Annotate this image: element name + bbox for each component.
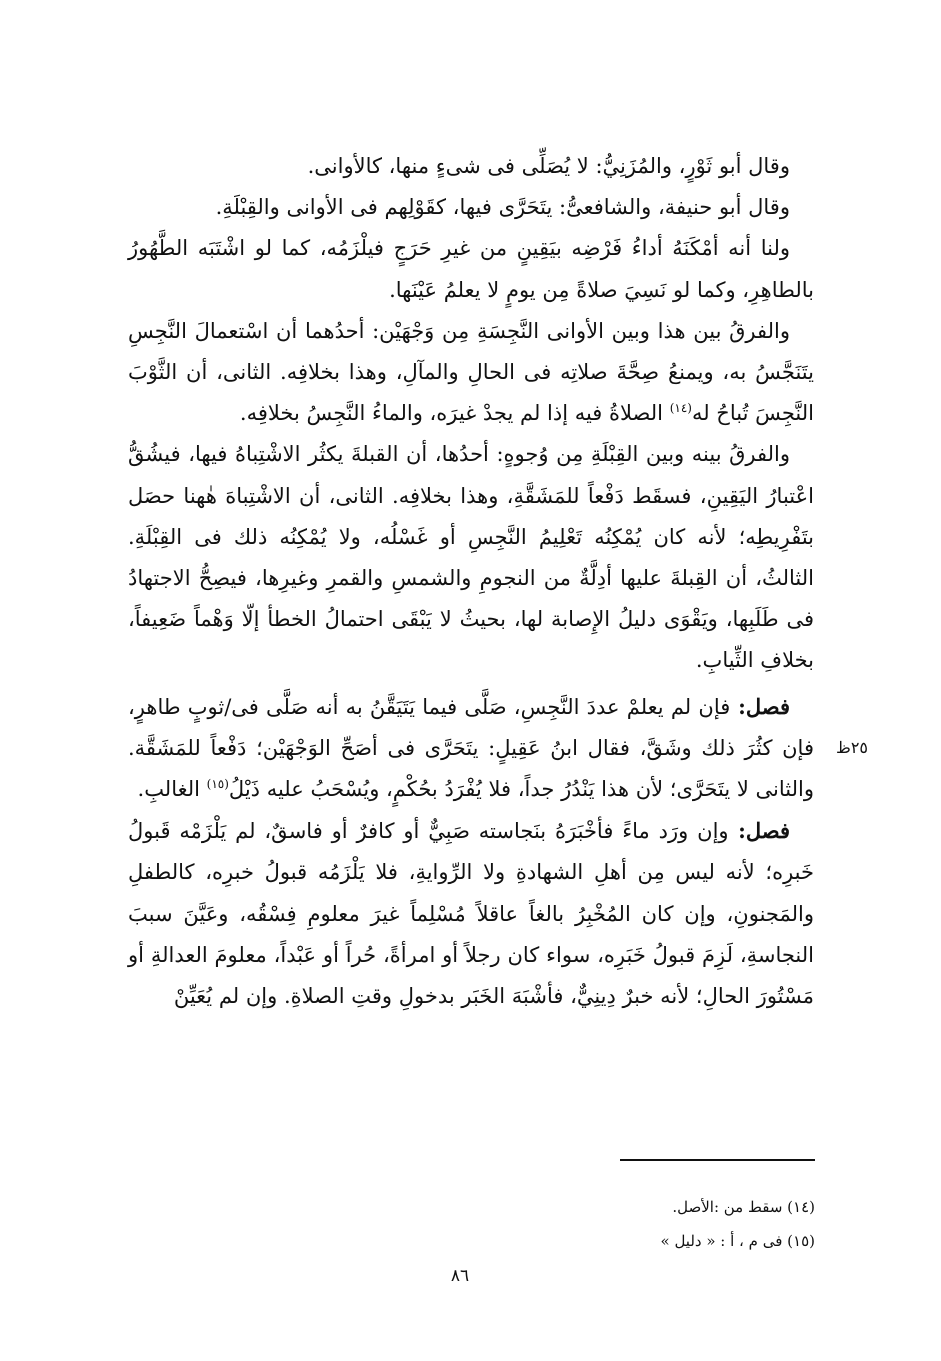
paragraph-text: وقال أبو حنيفة، والشافعىُّ: يتَحَرَّى فيها، كقَوْلِهم فى الأوانى والقِبْلَةِ. [215, 195, 790, 220]
paragraph [128, 228, 814, 310]
paragraph [128, 146, 814, 187]
paragraph-text: ولنا أنه أمْكَنَهُ أداءُ فَرْضِه بيَقِينٍ من غيرِ حَرَجٍ فيلْزَمُه، كما لو اشْتَبَه الطَّهُورُ بالطاهِرِ، وكما لو نَسِيَ صلاةً مِن يومٍ لا يعلمُ عَيْنَها. [128, 236, 814, 302]
section-label: فصل: [730, 693, 790, 719]
footnote: (١٤) سقط من :الأصل. [672, 1198, 815, 1216]
paragraph-text: فإن لم يعلمْ عددَ النَّجِسِ، صَلَّى فيما يَتَيَقَّنُ به أنه صَلَّى فى/ثوبٍ طاهرٍ، فإن كثُرَ ذلك وشَقَّ، فقال ابنُ عَقِيلٍ: يتَحَرَّى فى أصَحِّ الوَجْهَيْن؛ دَفْعاً للمَشَقَّة. والثانى لا يتَحَرَّى؛ لأن هذا يَنْدُرُ جداً، فلا يُفْرَدُ بحُكْمٍ، ويُسْحَبُ عليه ذَيْلُ [128, 694, 814, 802]
paragraph [128, 187, 814, 228]
footnotes [480, 1190, 815, 1258]
paragraph-fasl [128, 686, 814, 811]
paragraph-fasl [128, 810, 814, 1017]
footnote: (١٥) فى م ، أ : « دليل » [660, 1232, 815, 1250]
paragraph-text-continued: الغالبِ. [137, 777, 207, 802]
paragraph [128, 434, 814, 681]
page-number: ٨٦ [450, 1266, 470, 1286]
section-label: فصل: [728, 818, 791, 844]
footnote-divider [620, 1159, 815, 1161]
paragraph-text-continued: الصلاةُ فيه إذا لم يجدْ غيرَه، والماءُ النَّجِسُ بخلافِه. [239, 401, 670, 426]
manuscript-folio-note: ٢٥ظ [836, 738, 868, 757]
paragraph [128, 311, 814, 435]
footnote-ref: (١٤) [669, 401, 692, 416]
main-text [128, 146, 814, 1017]
paragraph-text: والفرقُ بين هذا وبين الأوانى النَّجِسَةِ مِن وَجْهَيْن: أحدُهما أن اسْتعمالَ النَّجِسِ يتَنَجَّسُ به، ويمنعُ صِحَّةَ صلاتِه فى الحالِ والمآلِ، وهذا بخلافِه. الثانى، أن الثَّوْبَ النَّجِسَ تُباحُ له [128, 318, 814, 426]
paragraph-text: وقال أبو ثَوْرٍ، والمُزَنِيُّ: لا يُصَلِّى فى شىءٍ منها، كالأوانى. [307, 154, 790, 178]
paragraph-text: والفرقُ بينه وبين القِبْلَةِ مِن وُجوهٍ: أحدُها، أن القبلةَ يكثُر الاشْتِباهُ فيها، فيشُقُّ اعْتبارُ اليَقِينِ، فسقَط دَفْعاً للمَشَقَّةِ، وهذا بخلافِه. الثانى، أن الاشْتِباهَ هٰهنا حصَل بتَفْرِيطِه؛ لأنه كان يُمْكِنُه تَعْلِيمُ النَّجِسِ أو غَسْلُه، ولا يُمْكِنُه ذلك فى القِبْلَةِ. الثالثُ، أن القِبلةَ عليها أدِلَّةٌ من النجومِ والشمسِ والقمرِ وغيرِها، فيصِحُّ الاجتهادُ فى طَلَبِها، ويَقْوَى دليلُ الإِصابة لها، بحيثُ لا يَبْقَى احتمالُ الخطأ إلّا وَهْماً ضَعِيفاً، بخلافِ الثِّيابِ. [128, 442, 814, 673]
paragraph-text: وإن ورَد ماءً فأخْبَرَهُ بنَجاسته صَبِيٌّ أو كافرٌ أو فاسقٌ، لم يَلْزَمْه قَبولُ خَبرِه؛ لأنه ليس مِن أهلِ الشهادةِ ولا الرِّوايةِ، فلا يَلْزَمُه قبولُ خبرِه، كالطفلِ والمَجنونِ، وإن كان المُخْبِرُ بالغاً عاقلاً مُسْلِماً غيرَ معلومِ فِسْقُه، وعَيَّنَ سببَ النجاسةِ، لَزِمَ قبولُ خَبَرِه، سواء كان رجلاً أو امرأةً، حُراً أو عَبْداً، معلومَ العدالةِ أو مَسْتُورَ الحالِ؛ لأنه خبرٌ دِينِيٌّ، فأشْبَهَ الخَبَر بدخولِ وقتِ الصلاةِ. وإن لم يُعَيِّنْ [128, 819, 814, 1009]
footnote-ref: (١٥) [206, 777, 229, 792]
